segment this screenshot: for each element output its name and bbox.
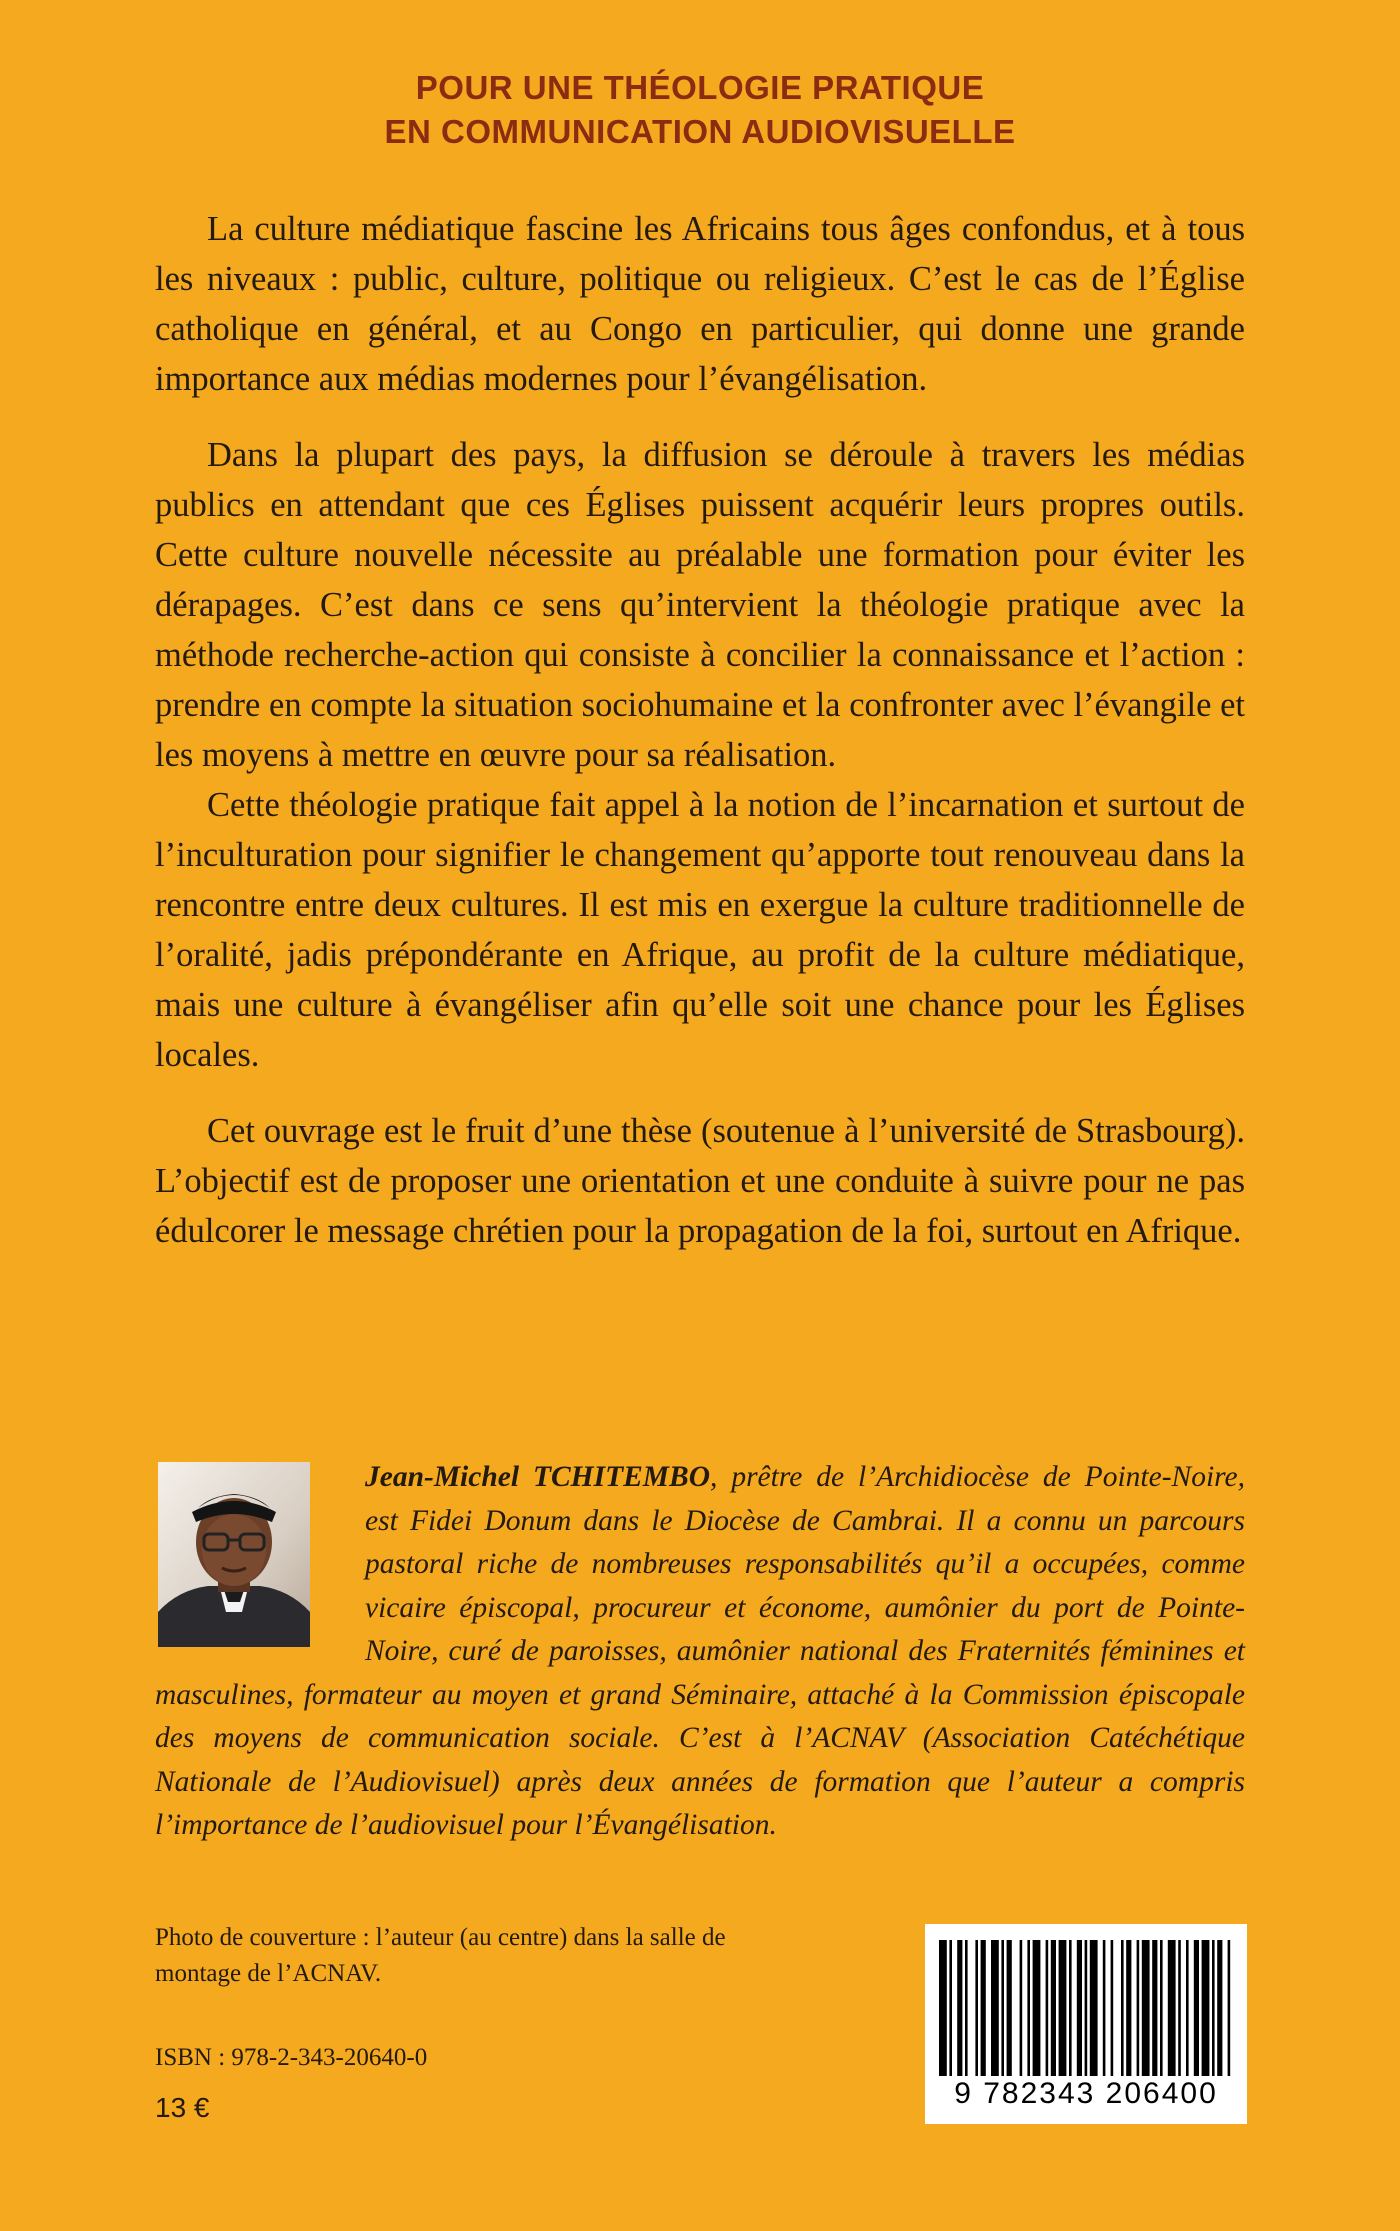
- barcode-bar: [1020, 1940, 1023, 2076]
- barcode-bar: [1103, 1940, 1106, 2076]
- blurb: [155, 204, 1245, 1256]
- barcode-bar: [1186, 1940, 1189, 2076]
- barcode-bar: [1160, 1940, 1163, 2076]
- barcode-bar: [1051, 1940, 1056, 2076]
- barcode-bar: [1090, 1940, 1098, 2076]
- price: 13 €: [155, 2092, 210, 2123]
- title-line-2: EN COMMUNICATION AUDIOVISUELLE: [384, 113, 1016, 150]
- barcode-bar: [1126, 1940, 1131, 2076]
- barcode-bar: [957, 1940, 962, 2076]
- barcode-bar: [1212, 1940, 1215, 2076]
- cover-photo-credit: Photo de couverture : l’auteur (au centre) dans la salle de montage de l’ACNAV.: [155, 1924, 726, 1987]
- barcode-bars: [939, 1940, 1233, 2076]
- barcode-bar: [1194, 1940, 1199, 2076]
- barcode-bar: [1202, 1940, 1210, 2076]
- photo-text-wrap: [155, 1456, 365, 1666]
- barcode-bar: [1046, 1940, 1049, 2076]
- barcode-bar: [949, 1940, 952, 2076]
- barcode-bar: [1217, 1940, 1222, 2076]
- barcode-bar: [1069, 1940, 1072, 2076]
- barcode-bar: [1228, 1940, 1231, 2076]
- author-bio: [155, 1456, 1245, 1848]
- blurb-paragraph-3: Cette théologie pratique fait appel à la notion de l’incarnation et surtout de l’inculturation pour signifier le changement qu’apporte tout renouveau dans la rencontre entre deux cultures. Il est mis en exergue la culture traditionnelle de l’oralité, jadis prépondérante en Afrique, au profit de la culture médiatique, mais une culture à évangéliser afin qu’elle soit une chance pour les Églises locales.: [155, 786, 1245, 1074]
- barcode-bar: [1121, 1940, 1124, 2076]
- barcode-bar: [1142, 1940, 1150, 2076]
- barcode-bar: [1077, 1940, 1082, 2076]
- barcode-bar: [939, 1940, 947, 2076]
- barcode-bar: [1168, 1940, 1176, 2076]
- barcode-bar: [1178, 1940, 1181, 2076]
- barcode-bar: [1027, 1940, 1030, 2076]
- barcode-bar: [1007, 1940, 1012, 2076]
- author-name: Jean-Michel TCHITEMBO: [365, 1461, 711, 1493]
- author-bio-text: , prêtre de l’Archidiocèse de Pointe-Noire, est Fidei Donum dans le Diocèse de Cambrai. Il a connu un parcours pastoral riche de nombreuses responsabilités qu’il a occupées, comme vicaire épiscopal, procureur et économe, aumônier du port de Pointe-Noire, curé de paroisses, aumônier national des Fraternités féminines et masculines, formateur au moyen et grand Séminaire, attaché à la Commission épiscopale des moyens de communication sociale. C’est à l’ACNAV (Association Catéchétique Nationale de l’Audiovisuel) après deux années de formation que l’auteur a compris l’importance de l’audiovisuel pour l’Évangélisation.: [155, 1461, 1245, 1841]
- barcode-bar: [965, 1940, 968, 2076]
- barcode-bar: [975, 1940, 978, 2076]
- barcode-bar: [1085, 1940, 1088, 2076]
- isbn: ISBN : 978-2-343-20640-0: [155, 2044, 428, 2071]
- barcode-bar: [1152, 1940, 1157, 2076]
- barcode-bar: [981, 1940, 986, 2076]
- back-cover-title: [0, 66, 1400, 154]
- barcode-bar: [1059, 1940, 1067, 2076]
- barcode: [925, 1924, 1247, 2124]
- blurb-paragraph-4: Cet ouvrage est le fruit d’une thèse (soutenue à l’université de Strasbourg). L’objectif est de proposer une orientation et une conduite à suivre pour ne pas édulcorer le message chrétien pour la propagation de la foi, surtout en Afrique.: [155, 1112, 1245, 1250]
- blurb-paragraph-2: Dans la plupart des pays, la diffusion se déroule à travers les médias publics en attendant que ces Églises puissent acquérir leurs propres outils. Cette culture nouvelle nécessite au préalable une formation pour éviter les dérapages. C’est dans ce sens qu’intervient la théologie pratique avec la méthode recherche-action qui consiste à concilier la connaissance et l’action : prendre en compte la situation sociohumaine et la confronter avec l’évangile et les moyens à mettre en œuvre pour sa réalisation.: [155, 436, 1245, 774]
- blurb-paragraph-1: La culture médiatique fascine les Africains tous âges confondus, et à tous les niveaux : public, culture, politique ou religieux. C’est le cas de l’Église catholique en général, et au Congo en particulier, qui donne une grande importance aux médias modernes pour l’évangélisation.: [155, 210, 1245, 398]
- barcode-digits: 9 782343 206400: [954, 2077, 1218, 2110]
- title-line-1: POUR UNE THÉOLOGIE PRATIQUE: [415, 69, 985, 106]
- barcode-bar: [1111, 1940, 1114, 2076]
- barcode-bar: [1001, 1940, 1004, 2076]
- barcode-bar: [991, 1940, 999, 2076]
- barcode-bar: [1033, 1940, 1041, 2076]
- barcode-bar: [1137, 1940, 1140, 2076]
